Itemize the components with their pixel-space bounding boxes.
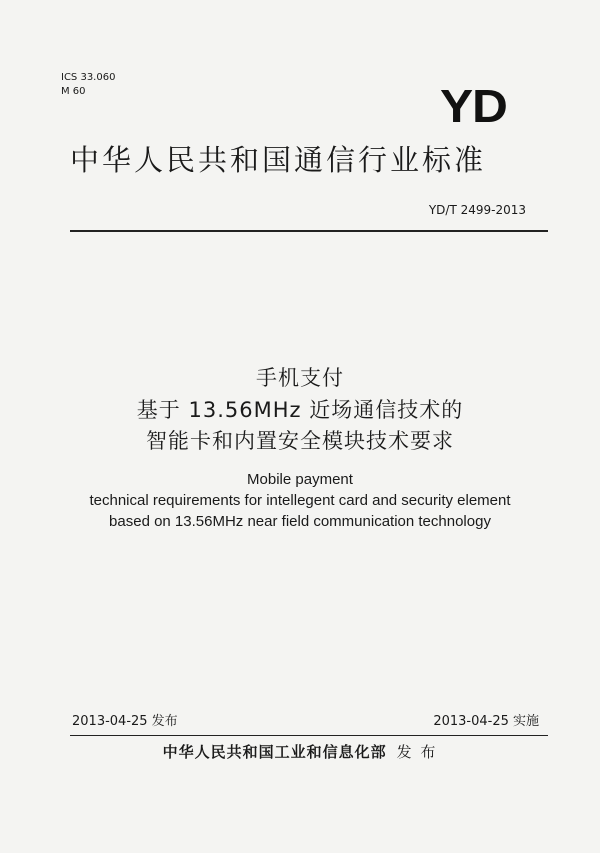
bottom-divider	[70, 735, 548, 736]
ccs-code: M 60	[61, 86, 86, 97]
top-divider	[70, 230, 548, 232]
english-title-line-1: Mobile payment	[247, 471, 353, 488]
standard-number: YD/T 2499-2013	[428, 203, 526, 217]
yd-logo: YD	[440, 80, 507, 132]
issuer-action: 发 布	[396, 743, 438, 761]
issuer-line	[0, 742, 600, 762]
english-title-line-3: based on 13.56MHz near field communication technology	[109, 513, 491, 530]
issue-date: 2013-04-25 发布	[72, 714, 178, 729]
english-title-line-2: technical requirements for intellegent card and security element	[89, 492, 511, 509]
chinese-title-line-3: 智能卡和内置安全模块技术要求	[146, 429, 454, 453]
implementation-date: 2013-04-25 实施	[433, 714, 539, 729]
chinese-title-line-2: 基于 13.56MHz 近场通信技术的	[136, 398, 464, 422]
ics-code: ICS 33.060	[61, 72, 116, 83]
issuer-name: 中华人民共和国工业和信息化部	[162, 743, 387, 761]
standard-category-title: 中华人民共和国通信行业标准	[70, 143, 487, 177]
chinese-title-line-1: 手机支付	[256, 366, 344, 390]
